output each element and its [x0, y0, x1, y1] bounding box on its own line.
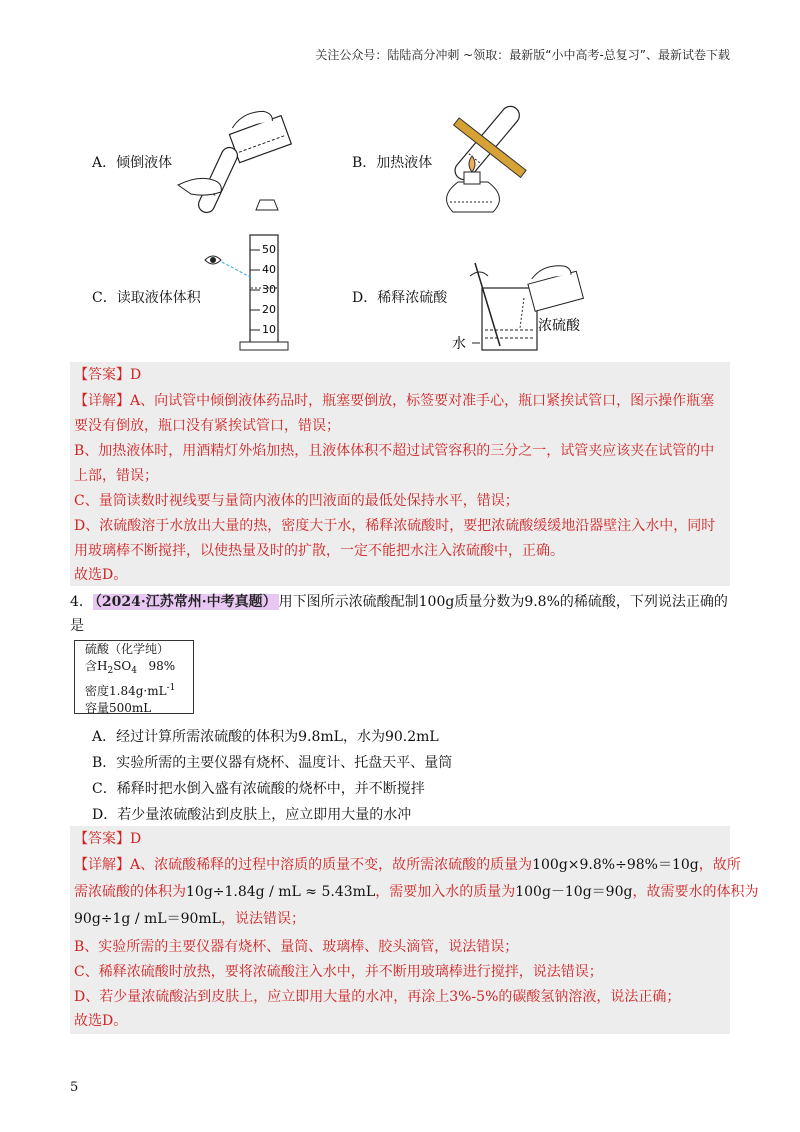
- tick-50: 50: [262, 243, 276, 256]
- q4-stem-text: 用下图所示浓硫酸配制100g质量分数为9.8%的稀硫酸，下列说法正确的: [278, 594, 728, 610]
- q3-answer-block: [70, 362, 730, 586]
- label-formula: 含$H_2SO_4$ 98%: [85, 659, 176, 676]
- option-c-label: C．读取液体体积: [92, 290, 201, 306]
- q4-choice-c: C．稀释时把水倒入盛有浓硫酸的烧杯中，并不断搅拌: [92, 781, 425, 797]
- q4-explain-line: 故选D。: [74, 1013, 128, 1029]
- q4-explain-line: C、稀释浓硫酸时放热，要将浓硫酸注入水中，并不断用玻璃棒进行搅拌，说法错误；: [74, 964, 603, 980]
- q3-explain-line: D、浓硫酸溶于水放出大量的热，密度大于水，稀释浓硫酸时，要把浓硫酸缓缓地沿器壁注入水中，同时: [74, 518, 716, 534]
- q4-explain-line: D、若少量浓硫酸沾到皮肤上，应立即用大量的水冲，再涂上3%-5%的碳酸氢钠溶液，说法正确；: [74, 989, 681, 1005]
- option-d-label: D．稀释浓硫酸: [352, 290, 448, 306]
- q4-choice-d: D．若少量浓硫酸沾到皮肤上，应立即用大量的水冲: [92, 807, 412, 823]
- label-title: 硫酸（化学纯）: [85, 642, 170, 656]
- q4-explain-line: 【详解】A、浓硫酸稀释的过程中溶质的质量不变，故所需浓硫酸的质量为100g×9.8%÷98%＝10g，故所: [74, 857, 741, 873]
- q3-explain-line: 用玻璃棒不断搅拌，以使热量及时的扩散，一定不能把水注入浓硫酸中，正确。: [74, 543, 564, 559]
- figure-diluting-acid: [452, 258, 600, 358]
- figure-graduated-cylinder: [200, 230, 310, 355]
- tick-10: 10: [262, 323, 276, 336]
- q4-stem-text-2: 是: [70, 618, 84, 634]
- acid-bottle-label: [74, 640, 194, 714]
- tick-30: 30: [262, 283, 276, 296]
- q3-explain-line: C、量筒读数时视线要与量筒内液体的凹液面的最低处保持水平，错误；: [74, 493, 519, 509]
- q4-answer: 【答案】D: [74, 831, 142, 847]
- tick-40: 40: [262, 263, 276, 276]
- label-volume: 容量500mL: [85, 701, 152, 715]
- q4-answer-block: [70, 826, 759, 1034]
- q4-choice-b: B．实验所需的主要仪器有烧杯、温度计、托盘天平、量筒: [92, 755, 453, 771]
- option-b-label: B．加热液体: [352, 155, 433, 171]
- figure-heating-liquid: [430, 100, 540, 230]
- q4-choice-a: A．经过计算所需浓硫酸的体积为9.8mL，水为90.2mL: [92, 729, 439, 745]
- q4-explain-line: 需浓硫酸的体积为10g÷1.84g / mL ≈ 5.43mL，需要加入水的质量为100g－10g＝90g，故需要水的体积为: [74, 884, 759, 900]
- q3-explain-line: B、加热液体时，用酒精灯外焰加热，且液体体积不超过试管容积的三分之一，试管夹应该夹在试管的中: [74, 443, 715, 459]
- option-a-label: A．倾倒液体: [92, 155, 173, 171]
- q4-explain-line: B、实验所需的主要仪器有烧杯、量筒、玻璃棒、胶头滴管，说法错误；: [74, 939, 519, 955]
- q4-number: 4．: [70, 594, 93, 610]
- math-expression: 10g÷1.84g / mL ≈ 5.43mL: [186, 884, 376, 900]
- figure-pouring-liquid: [178, 100, 308, 220]
- eye-icon: [205, 256, 221, 264]
- q3-explain-line: 故选D。: [74, 567, 128, 583]
- q3-explain-line: 要没有倒放，瓶口没有紧挨试管口，错误；: [74, 418, 340, 434]
- q4-stem: [70, 590, 730, 638]
- page-number: 5: [70, 1080, 79, 1095]
- q4-explain-line: 90g÷1g / mL＝90mL，说法错误；: [74, 911, 305, 927]
- math-expression: 90g÷1g / mL＝90mL: [74, 911, 221, 927]
- label-density: 密度$1.84g\cdot mL^{-1}$: [85, 683, 176, 698]
- water-label: 水: [452, 336, 466, 352]
- math-expression: 100g×9.8%÷98%＝10g: [532, 857, 699, 873]
- q3-explain-line: 【详解】A、向试管中倾倒液体药品时，瓶塞要倒放，标签要对准手心，瓶口紧挨试管口，图示操作瓶塞: [74, 393, 715, 409]
- acid-label: 浓硫酸: [538, 318, 580, 334]
- q4-source-tag: （2024·江苏常州·中考真题）: [94, 594, 277, 610]
- page-header: 关注公众号：陆陆高分冲刺 ~领取：最新版“小中高考-总复习”、最新试卷下载: [315, 48, 730, 62]
- q3-answer: 【答案】D: [74, 367, 142, 383]
- q3-explain-line: 上部，错误；: [74, 468, 158, 484]
- tick-20: 20: [262, 303, 276, 316]
- math-expression: 100g－10g＝90g: [515, 884, 633, 900]
